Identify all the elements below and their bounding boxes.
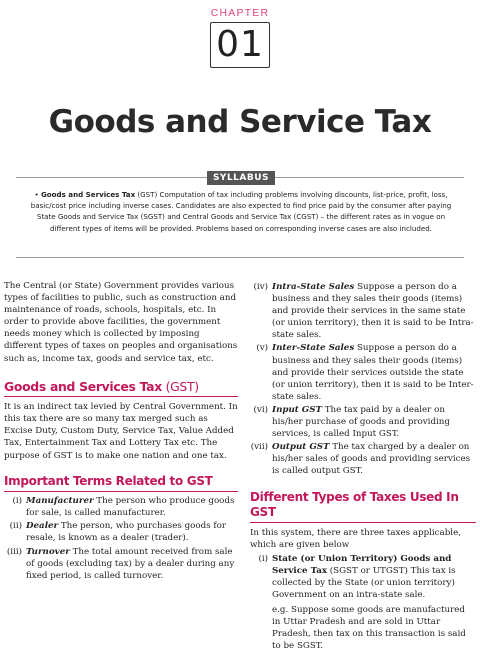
gst-heading <box>4 379 238 398</box>
terms-list-continued <box>250 281 476 478</box>
page-title: Goods and Service Tax <box>48 104 432 140</box>
item-term: Inter-State Sales <box>272 343 355 354</box>
intro-paragraph: The Central (or State) Government provides various types of facilities to public, such as construction and maintenance of roads, schools, hospitals, etc. In order to provide above facilities, the government needs money which is collected by imposing different types of taxes on peoples and organisations such as, income tax, goods and service tax, etc. <box>4 281 238 364</box>
terms-heading-text: Important Terms Related to GST <box>4 473 213 488</box>
item-number: (v) <box>256 343 268 354</box>
left-column <box>4 280 238 582</box>
types-intro: In this system, there are three taxes applicable, which are given below <box>250 528 461 551</box>
list-item <box>4 520 238 544</box>
item-number: (vi) <box>253 404 268 415</box>
item-text: (SGST or UTGST) This tax is collected by the State (or union territory) Government on an intra-state sale. <box>272 566 456 601</box>
item-text: Suppose a person do a business and they sales their goods (items) and provide their services outside the state (or union territory), then it is said to be Inter-state sales. <box>272 343 474 402</box>
syllabus-description: (GST) Computation of tax including problems involving discounts, list-price, profit, loss, basic/cost price including inverse cases. Candidates are also expected to find price paid by the consumer after paying State Goods and Service Tax (SGST) and Central Goods and Service Tax (CGST) – the different rates as in vogue on different types of items will be provided. Problems based on corresponding inverse cases are also included. <box>30 190 452 233</box>
right-column <box>250 280 476 652</box>
types-heading-rule <box>250 522 476 524</box>
item-text: The total amount received from sale of goods (excluding tax) by a dealer during any fixed period, is called turnover. <box>26 546 235 581</box>
item-number: (iv) <box>253 282 268 292</box>
terms-heading <box>4 474 238 493</box>
syllabus-badge: SYLLABUS <box>207 171 275 185</box>
item-number: (ii) <box>9 521 22 532</box>
item-number: (vii) <box>250 442 268 453</box>
item-term: State (or Union Territory) Goods and Service Tax <box>272 554 452 577</box>
item-text: The tax charged by a dealer on his/her sales of goods and providing services is called output GST. <box>272 442 471 477</box>
list-item <box>250 441 476 477</box>
item-number: (i) <box>12 496 22 507</box>
item-text: The person who produce goods for sale, is called manufacturer. <box>26 496 235 519</box>
list-item <box>250 404 476 440</box>
chapter-number: 01 <box>216 24 264 65</box>
item-term: Dealer <box>26 521 59 532</box>
item-term: Manufacturer <box>26 496 94 507</box>
item-text: The person, who purchases goods for resale, is known as a dealer (trader). <box>26 521 227 544</box>
syllabus-term: Goods and Services Tax <box>40 190 136 199</box>
example-paragraph: e.g. Suppose some goods are manufactured in Uttar Pradesh and are sold in Uttar Pradesh, then tax on this transaction is said to be SGST. <box>272 604 466 651</box>
gst-heading-rule <box>4 396 238 398</box>
item-term: Intra-State Sales <box>272 282 355 292</box>
types-heading <box>250 490 476 524</box>
terms-heading-rule <box>4 491 238 493</box>
item-term: Output GST <box>272 442 330 453</box>
gst-paragraph: It is an indirect tax levied by Central Government. In this tax there are so many tax merged such as Excise Duty, Custom Duty, Service Tax, Value Added Tax, Entertainment Tax and Lottery Tax etc. The purpose of GST is to make one nation and one tax. <box>4 402 238 461</box>
syllabus-bullet: • <box>34 190 39 199</box>
item-text: Suppose a person do a business and they sales their goods (items) and provide their services in the same state (or union territory), then it is said to be Intra-state sales. <box>272 282 474 341</box>
item-number: (iii) <box>6 546 22 557</box>
list-item <box>4 495 238 519</box>
item-term: Turnover <box>26 546 70 557</box>
terms-list <box>4 495 238 582</box>
item-text: The tax paid by a dealer on his/her purchase of goods and providing services, is called Input GST. <box>272 404 450 440</box>
list-item <box>250 553 476 601</box>
list-item <box>250 342 476 402</box>
gst-heading-main: Goods and Services Tax <box>4 378 162 394</box>
list-item <box>4 546 238 582</box>
syllabus-text <box>26 189 456 234</box>
list-item <box>250 281 476 341</box>
chapter-label: CHAPTER <box>210 7 270 19</box>
gst-heading-suffix: (GST) <box>161 378 199 394</box>
item-term: Input GST <box>272 404 322 415</box>
item-number: (i) <box>258 554 268 565</box>
types-heading-text: Different Types of Taxes Used In GST <box>250 489 459 519</box>
